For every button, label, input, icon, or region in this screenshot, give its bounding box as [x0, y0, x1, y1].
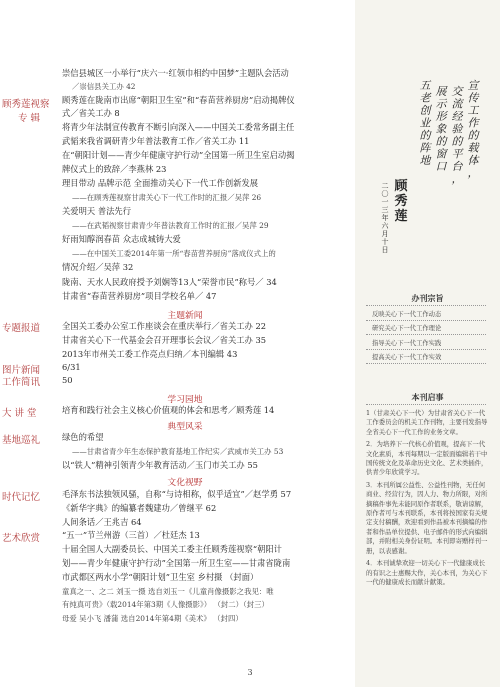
- calligraphy-col4: 五老创业的阵地: [419, 79, 431, 167]
- toc-entry[interactable]: ——在中国关工委2014年第一所“春苗营养厨房”落成仪式上的: [72, 249, 276, 258]
- calligraphy-col3: 展示形象的窗口: [435, 85, 447, 173]
- toc-entry[interactable]: 关爱明天 普法先行: [62, 206, 132, 216]
- category-photo-news: 图片新闻: [2, 365, 41, 376]
- purpose-item: 提高关心下一代工作实效: [372, 354, 442, 361]
- notice-title: 本刊启事: [411, 392, 444, 402]
- calligraphy-inscription: [365, 70, 485, 280]
- toc-entry[interactable]: 2013年市州关工委工作亮点归纳／本刊编辑 43: [62, 349, 238, 359]
- notice-paragraph: 4．本刊诚挚欢迎一切关心下一代健康成长的有识之士惠赐大作，关心本刊，为关心下一代的健康成长而献计献策。: [366, 559, 488, 586]
- calligraphy-col2: 交流经验的平台，: [451, 85, 463, 186]
- divider: [366, 305, 486, 306]
- category-memory: 时代记忆: [2, 492, 41, 503]
- toc-entry[interactable]: 式／省关工办 8: [62, 108, 120, 118]
- toc-entry[interactable]: 好雨知醇润春苗 众志成城铸大爱: [62, 234, 181, 244]
- toc-entry[interactable]: 50: [62, 375, 73, 385]
- category-inspection: 顾秀莲视察: [2, 99, 50, 110]
- toc-entry[interactable]: 在“朝阳计划——青少年健康守护行动”全国第一所卫生室启动揭: [62, 150, 295, 160]
- calligraphy-signature: 顾秀莲: [394, 179, 408, 224]
- toc-entry[interactable]: ——在武韬视察甘肃青少年普法教育工作时的汇报／吴萍 29: [72, 221, 269, 230]
- section-study: 学习园地: [167, 395, 203, 405]
- calligraphy-date: 二〇一三年六月十日: [381, 182, 389, 254]
- toc-entry[interactable]: 童真之一、之二 刘玉一摄 选自刘玉一《儿童肖像摄影之我见：唯: [62, 587, 274, 596]
- toc-entry[interactable]: “五一”节兰州游（三首）／杜廷杰 13: [62, 530, 200, 540]
- toc-entry[interactable]: 市武都区两水小学“朝阳计划”卫生室 乡村摄 （封面）: [62, 572, 259, 582]
- toc-entry[interactable]: 陇南、天水人民政府授予刘娴等13人“荣誉市民”称号／ 34: [62, 277, 277, 287]
- purpose-item: 研究关心下一代工作理论: [372, 325, 442, 332]
- divider: [366, 349, 486, 350]
- toc-entry[interactable]: 牌仪式上的致辞／李燕林 23: [62, 164, 167, 174]
- toc-entry[interactable]: 十届全国人大副委员长、中国关工委主任顾秀莲视察“朝阳计: [62, 544, 282, 554]
- toc-entry[interactable]: 绿色的希望: [62, 432, 104, 442]
- toc-entry[interactable]: 以“铁人”精神引领青少年教育活动／玉门市关工办 55: [62, 460, 258, 470]
- divider: [366, 320, 486, 321]
- category-art: 艺术欣赏: [2, 533, 41, 544]
- notice-paragraph: 3．本刊所属公益性、公益性刊物，无任何商业、经营行为，因人力、物力所限，对所摘稿件事先未能同原作者联系，敬请谅解，原作者可与本刊联系，本刊将按国家有关规定支付稿酬，欢迎看到作品被本刊摘编的作者和作品单位提供、电子邮件的形式向编辑部，并附相关身份证明。本刊即寄赠样刊一册，以表感谢。: [366, 480, 488, 555]
- notice-paragraph: 2．为培养下一代核心价值观，提高下一代文化素质，本刊每期以一定版面编辑若干中国传统文化及革命历史文化、艺术类插件，供青少年欣赏学习。: [366, 440, 488, 477]
- toc-entry[interactable]: 划——青少年健康守护行动”全国第一所卫生室——甘肃省陇南: [62, 558, 291, 568]
- category-special-issue: 专 辑: [18, 113, 41, 124]
- calligraphy-col1: 宣传工作的载体，: [467, 79, 479, 180]
- toc-entry[interactable]: 崇信县城区一小举行“庆六一·红领巾相约中国梦”主题队会活动: [62, 68, 289, 78]
- divider: [366, 363, 486, 364]
- page-number: 3: [247, 668, 253, 677]
- toc-entry[interactable]: 有纯真可贵》（载2014年第3期《人像摄影》） （封二）（封三）: [62, 600, 269, 609]
- section-theme-news: 主题新闻: [167, 311, 203, 321]
- divider: [366, 404, 486, 405]
- purpose-title: 办刊宗旨: [411, 293, 444, 303]
- toc-entry[interactable]: ／崇信县关工办 42: [72, 82, 136, 91]
- section-models: 典型风采: [167, 422, 203, 432]
- notice-paragraph: 1（甘肃关心下一代）为甘肃省关心下一代工作委员会的机关工作刊物，主要刊发指导全省关心下一代工作的业务文章。: [366, 409, 488, 436]
- toc-entry[interactable]: 武韬来我省调研青少年普法教育工作／省关工办 11: [62, 136, 250, 146]
- section-culture: 文化视野: [167, 478, 203, 488]
- divider: [366, 334, 486, 335]
- toc-entry[interactable]: ——在顾秀莲视察甘肃关心下一代工作时的汇报／吴萍 26: [72, 193, 262, 202]
- toc-entry[interactable]: 理目带动 品牌示范 全面推动关心下一代工作创新发展: [62, 178, 259, 188]
- toc-entry[interactable]: 将青少年法制宣传教育不断引向深入——中国关工委常务副主任: [62, 122, 295, 132]
- toc-entry[interactable]: 《新华字典》的编纂者魏建功／曾继平 62: [62, 503, 217, 513]
- toc-entry[interactable]: 全国关工委办公室工作座谈会在重庆举行／省关工办 22: [62, 321, 267, 331]
- category-special-report: 专题报道: [2, 323, 41, 334]
- toc-entry[interactable]: 人间条话／王兆吉 64: [62, 517, 142, 527]
- toc-entry[interactable]: ——甘肃省青少年生态保护教育基地工作纪实／武威市关工办 53: [72, 447, 284, 456]
- toc-entry[interactable]: 顾秀莲在陇南市出席“朝阳卫生室”和“春苗营养厨房”启动揭牌仪: [62, 95, 295, 105]
- toc-entry[interactable]: 毛泽东书法独领风骚，自称“与诗相称，似乎适宜”／赵学勇 57: [62, 489, 292, 499]
- purpose-item: 反映关心下一代工作动态: [372, 311, 442, 318]
- toc-entry[interactable]: 情况介绍／吴萍 32: [62, 262, 134, 272]
- toc-entry[interactable]: 甘肃省关心下一代基金会召开理事长会议／省关工办 35: [62, 335, 267, 345]
- category-lecture: 大 讲 堂: [2, 408, 37, 419]
- toc-entry[interactable]: 母爱 吴小飞 潘蒲 选自2014年第4期《美术》 （封四）: [62, 614, 243, 623]
- category-work-brief: 工作简讯: [2, 377, 41, 388]
- category-base-tour: 基地巡礼: [2, 435, 41, 446]
- toc-entry[interactable]: 6/31: [62, 362, 81, 372]
- toc-entry[interactable]: 培育和践行社会主义核心价值观的体会和思考／顾秀莲 14: [62, 405, 275, 415]
- toc-entry[interactable]: 甘肃省“春苗营养厨房”项目学校名单／ 47: [62, 291, 217, 301]
- notice-body: [366, 409, 488, 590]
- purpose-item: 指导关心下一代工作实践: [372, 340, 442, 347]
